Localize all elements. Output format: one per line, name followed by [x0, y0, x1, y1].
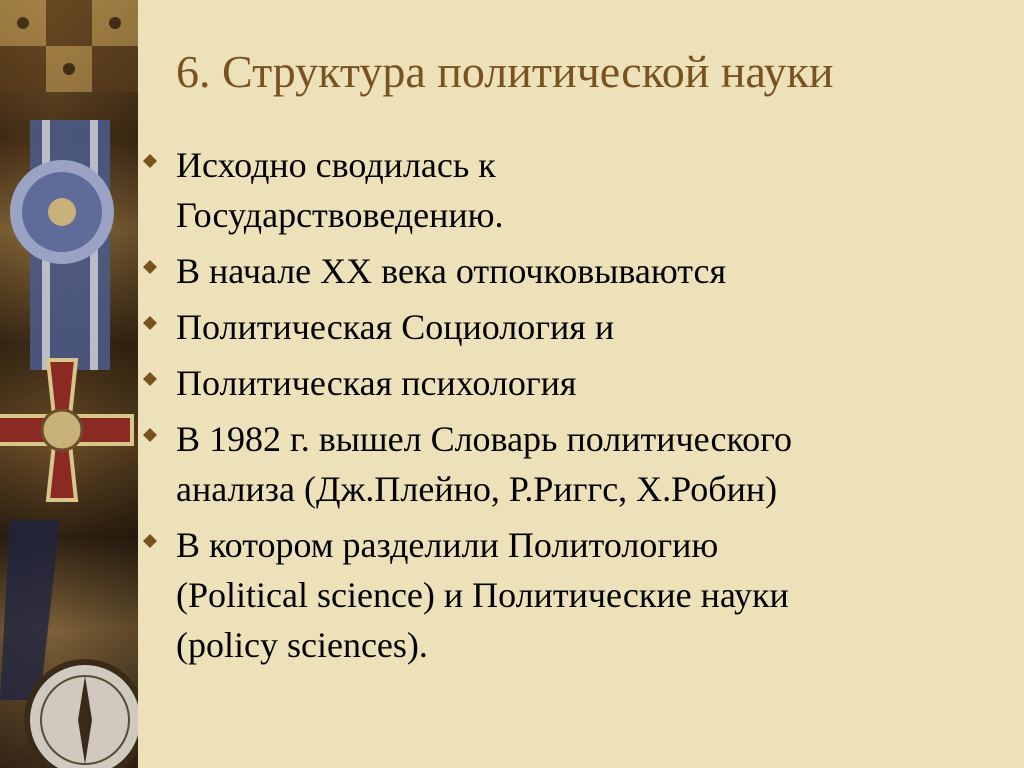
bullet-item	[140, 302, 1000, 352]
diamond-bullet-icon	[143, 428, 157, 442]
bullet-item	[140, 358, 1000, 408]
bullet-item	[140, 414, 1000, 514]
medal-collage-drawing	[0, 0, 138, 768]
bullet-item	[140, 140, 1000, 240]
diamond-bullet-icon	[143, 372, 157, 386]
bullet-text: Исходно сводилась к Государствоведению.	[176, 145, 504, 235]
bullet-text: В 1982 г. вышел Словарь политического анализа (Дж.Плейно, Р.Риггс, Х.Робин)	[176, 419, 792, 509]
medal-collage-image	[0, 0, 138, 768]
bullet-list	[140, 140, 1000, 676]
bullet-item	[140, 246, 1000, 296]
bullet-item	[140, 520, 1000, 670]
bullet-text: В котором разделили Политологию (Political science) и Политические науки (policy sciences).	[176, 525, 789, 665]
diamond-bullet-icon	[143, 316, 157, 330]
diamond-bullet-icon	[143, 154, 157, 168]
diamond-bullet-icon	[143, 260, 157, 274]
bullet-text: В начале XX века отпочковываются	[176, 251, 727, 291]
bullet-text: Политическая Социология и	[176, 307, 615, 347]
slide-title: 6. Структура политической науки	[176, 46, 834, 97]
diamond-bullet-icon	[143, 534, 157, 548]
bullet-text: Политическая психология	[176, 363, 577, 403]
